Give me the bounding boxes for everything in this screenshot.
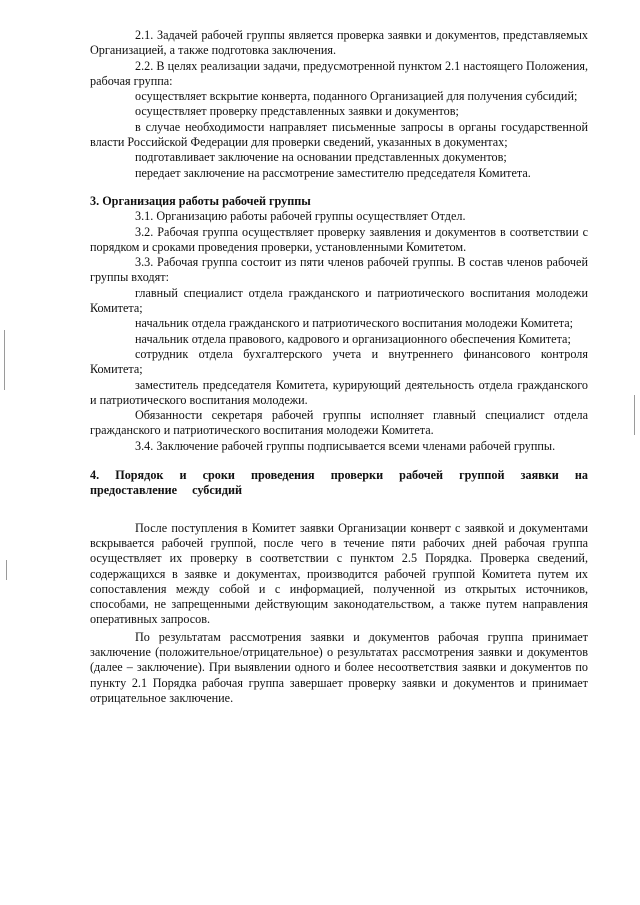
member-item: заместитель председателя Комитета, курирующий деятельность отдела гражданского и патриотического воспитания молодежи. (90, 377, 588, 407)
section-3-heading: 3. Организация работы рабочей группы (90, 193, 311, 208)
document-page (90, 28, 588, 706)
member-item: начальник отдела правового, кадрового и организационного обеспечения Комитета; (135, 331, 571, 346)
paragraph-3-2: 3.2. Рабочая группа осуществляет проверку заявления и документов в соответствии с порядком и сроками проведения проверки, установленными Комитетом. (90, 224, 588, 254)
paragraph-3-1: 3.1. Организацию работы рабочей группы осуществляет Отдел. (135, 209, 466, 224)
spacer (90, 499, 588, 521)
scan-artifact-right (634, 395, 635, 435)
member-item: сотрудник отдела бухгалтерского учета и внутреннего финансового контроля Комитета; (90, 346, 588, 377)
list-item: осуществляет проверку представленных заявки и документов; (135, 104, 459, 119)
paragraph-3-3: 3.3. Рабочая группа состоит из пяти членов рабочей группы. В состав членов рабочей группы входят: (90, 255, 588, 285)
member-item: начальник отдела гражданского и патриотического воспитания молодежи Комитета; (135, 316, 574, 331)
scan-artifact-left-bottom (6, 560, 7, 580)
paragraph-3-4: 3.4. Заключение рабочей группы подписывается всеми членами рабочей группы. (135, 438, 556, 453)
scan-artifact-left (4, 330, 5, 390)
secretary-paragraph: Обязанности секретаря рабочей группы исполняет главный специалист отдела гражданского и патриотического воспитания молодежи Комитета. (90, 408, 588, 438)
paragraph-4-2: По результатам рассмотрения заявки и документов рабочая группа принимает заключение (положительное/отрицательное) о результатах рассмотрения заявки и документов (далее – заключение). При выявлении одного и более несоответствия заявки и документов по пункту 2.1 Порядка рабочая группа завершает проверку заявки и документов и принимает отрицательное заключение. (90, 629, 588, 705)
section-4-heading: 4. Порядок и сроки проведения проверки рабочей группой заявки на предоставление субсидий (90, 468, 588, 498)
list-item: в случае необходимости направляет письменные запросы в органы государственной власти Российской Федерации для проверки сведений, указанных в документах; (90, 119, 588, 150)
paragraph-4-1: После поступления в Комитет заявки Организации конверт с заявкой и документами вскрывается рабочей группой, после чего в течение пяти рабочих дней рабочая группа осуществляет их проверку в соответствии с пунктом 2.5 Порядка. Проверка сведений, содержащихся в заявке и документах, производится рабочей группой Комитета путем их сопоставления между собой и с информацией, полученной из открытых источников, способами, не запрещенными действующим законодательством, а также путем направления оперативных запросов. (90, 520, 588, 627)
list-item: осуществляет вскрытие конверта, поданного Организацией для получения субсидий; (135, 89, 578, 104)
paragraph-2-2: 2.2. В целях реализации задачи, предусмотренной пунктом 2.1 настоящего Положения, рабочая группа: (90, 58, 588, 88)
list-item: подготавливает заключение на основании представленных документов; (135, 150, 507, 165)
paragraph-2-1: 2.1. Задачей рабочей группы является проверка заявки и документов, представляемых Организацией, а также подготовка заключения. (90, 28, 588, 58)
member-item: главный специалист отдела гражданского и патриотического воспитания молодежи Комитета; (90, 285, 588, 316)
list-item: передает заключение на рассмотрение заместителю председателя Комитета. (135, 165, 531, 180)
